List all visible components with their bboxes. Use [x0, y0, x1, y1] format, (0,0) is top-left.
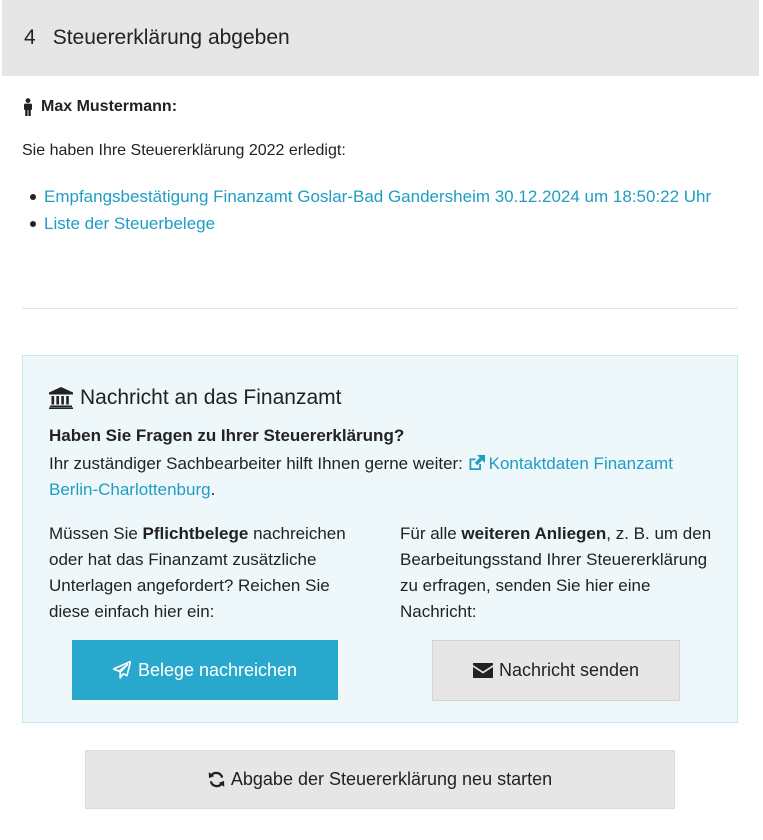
step-header — [2, 0, 759, 76]
divider — [22, 308, 738, 309]
help-text-lead: Ihr zuständiger Sachbearbeiter hilft Ihnen gerne weiter: — [49, 454, 468, 473]
upload-description — [49, 521, 369, 625]
bullet — [30, 221, 36, 227]
message-desc-bold: weiteren Anliegen — [461, 524, 607, 543]
question-heading: Haben Sie Fragen zu Ihrer Steuererklärung? — [49, 426, 405, 445]
paper-plane-icon — [113, 661, 131, 679]
external-link-icon — [468, 455, 485, 470]
restart-button-label: Abgabe der Steuererklärung neu starten — [230, 769, 553, 789]
message-description — [400, 521, 720, 625]
message-panel-title — [49, 386, 341, 410]
person-icon — [22, 98, 34, 116]
contact-link-text: Kontaktdaten Finanzamt Berlin-Charlottenburg — [49, 454, 673, 499]
envelope-icon — [473, 663, 493, 678]
list-item — [30, 183, 711, 210]
bullet — [30, 194, 36, 200]
send-button-label: Nachricht senden — [498, 660, 640, 680]
bank-icon — [49, 387, 73, 409]
message-desc-lead: Für alle — [400, 524, 462, 543]
upload-desc-bold: Pflichtbelege — [142, 524, 249, 543]
help-text — [49, 451, 689, 503]
document-links — [30, 183, 711, 237]
step-title: Steuererklärung abgeben — [52, 26, 290, 49]
restart-submission-button[interactable] — [85, 750, 675, 809]
user-line — [22, 98, 177, 116]
message-panel — [22, 355, 738, 723]
send-message-button[interactable] — [432, 640, 680, 701]
upload-desc-lead: Müssen Sie — [49, 524, 143, 543]
list-item — [30, 210, 711, 237]
upload-button-label: Belege nachreichen — [137, 659, 298, 680]
message-desc-rest: , z. B. um den Bearbeitungsstand Ihrer Steuererklärung zu erfragen, senden Sie hier eine Nachricht: — [400, 524, 712, 621]
user-name: Max Mustermann: — [41, 98, 178, 115]
step-number: 4 — [24, 26, 36, 49]
completion-status: Sie haben Ihre Steuererklärung 2022 erledigt: — [22, 142, 346, 159]
receipts-list-link[interactable]: Liste der Steuerbelege — [44, 213, 216, 233]
upload-receipts-button[interactable] — [72, 640, 338, 700]
message-title-text: Nachricht an das Finanzamt — [80, 386, 342, 409]
receipt-link[interactable]: Empfangsbestätigung Finanzamt Goslar-Bad Gandersheim 30.12.2024 um 18:50:22 Uhr — [44, 186, 712, 206]
refresh-icon — [208, 771, 225, 788]
help-suffix: . — [210, 480, 216, 499]
upload-desc-rest: nachreichen oder hat das Finanzamt zusätzliche Unterlagen angefordert? Reichen Sie diese einfach hier ein: — [49, 524, 346, 621]
